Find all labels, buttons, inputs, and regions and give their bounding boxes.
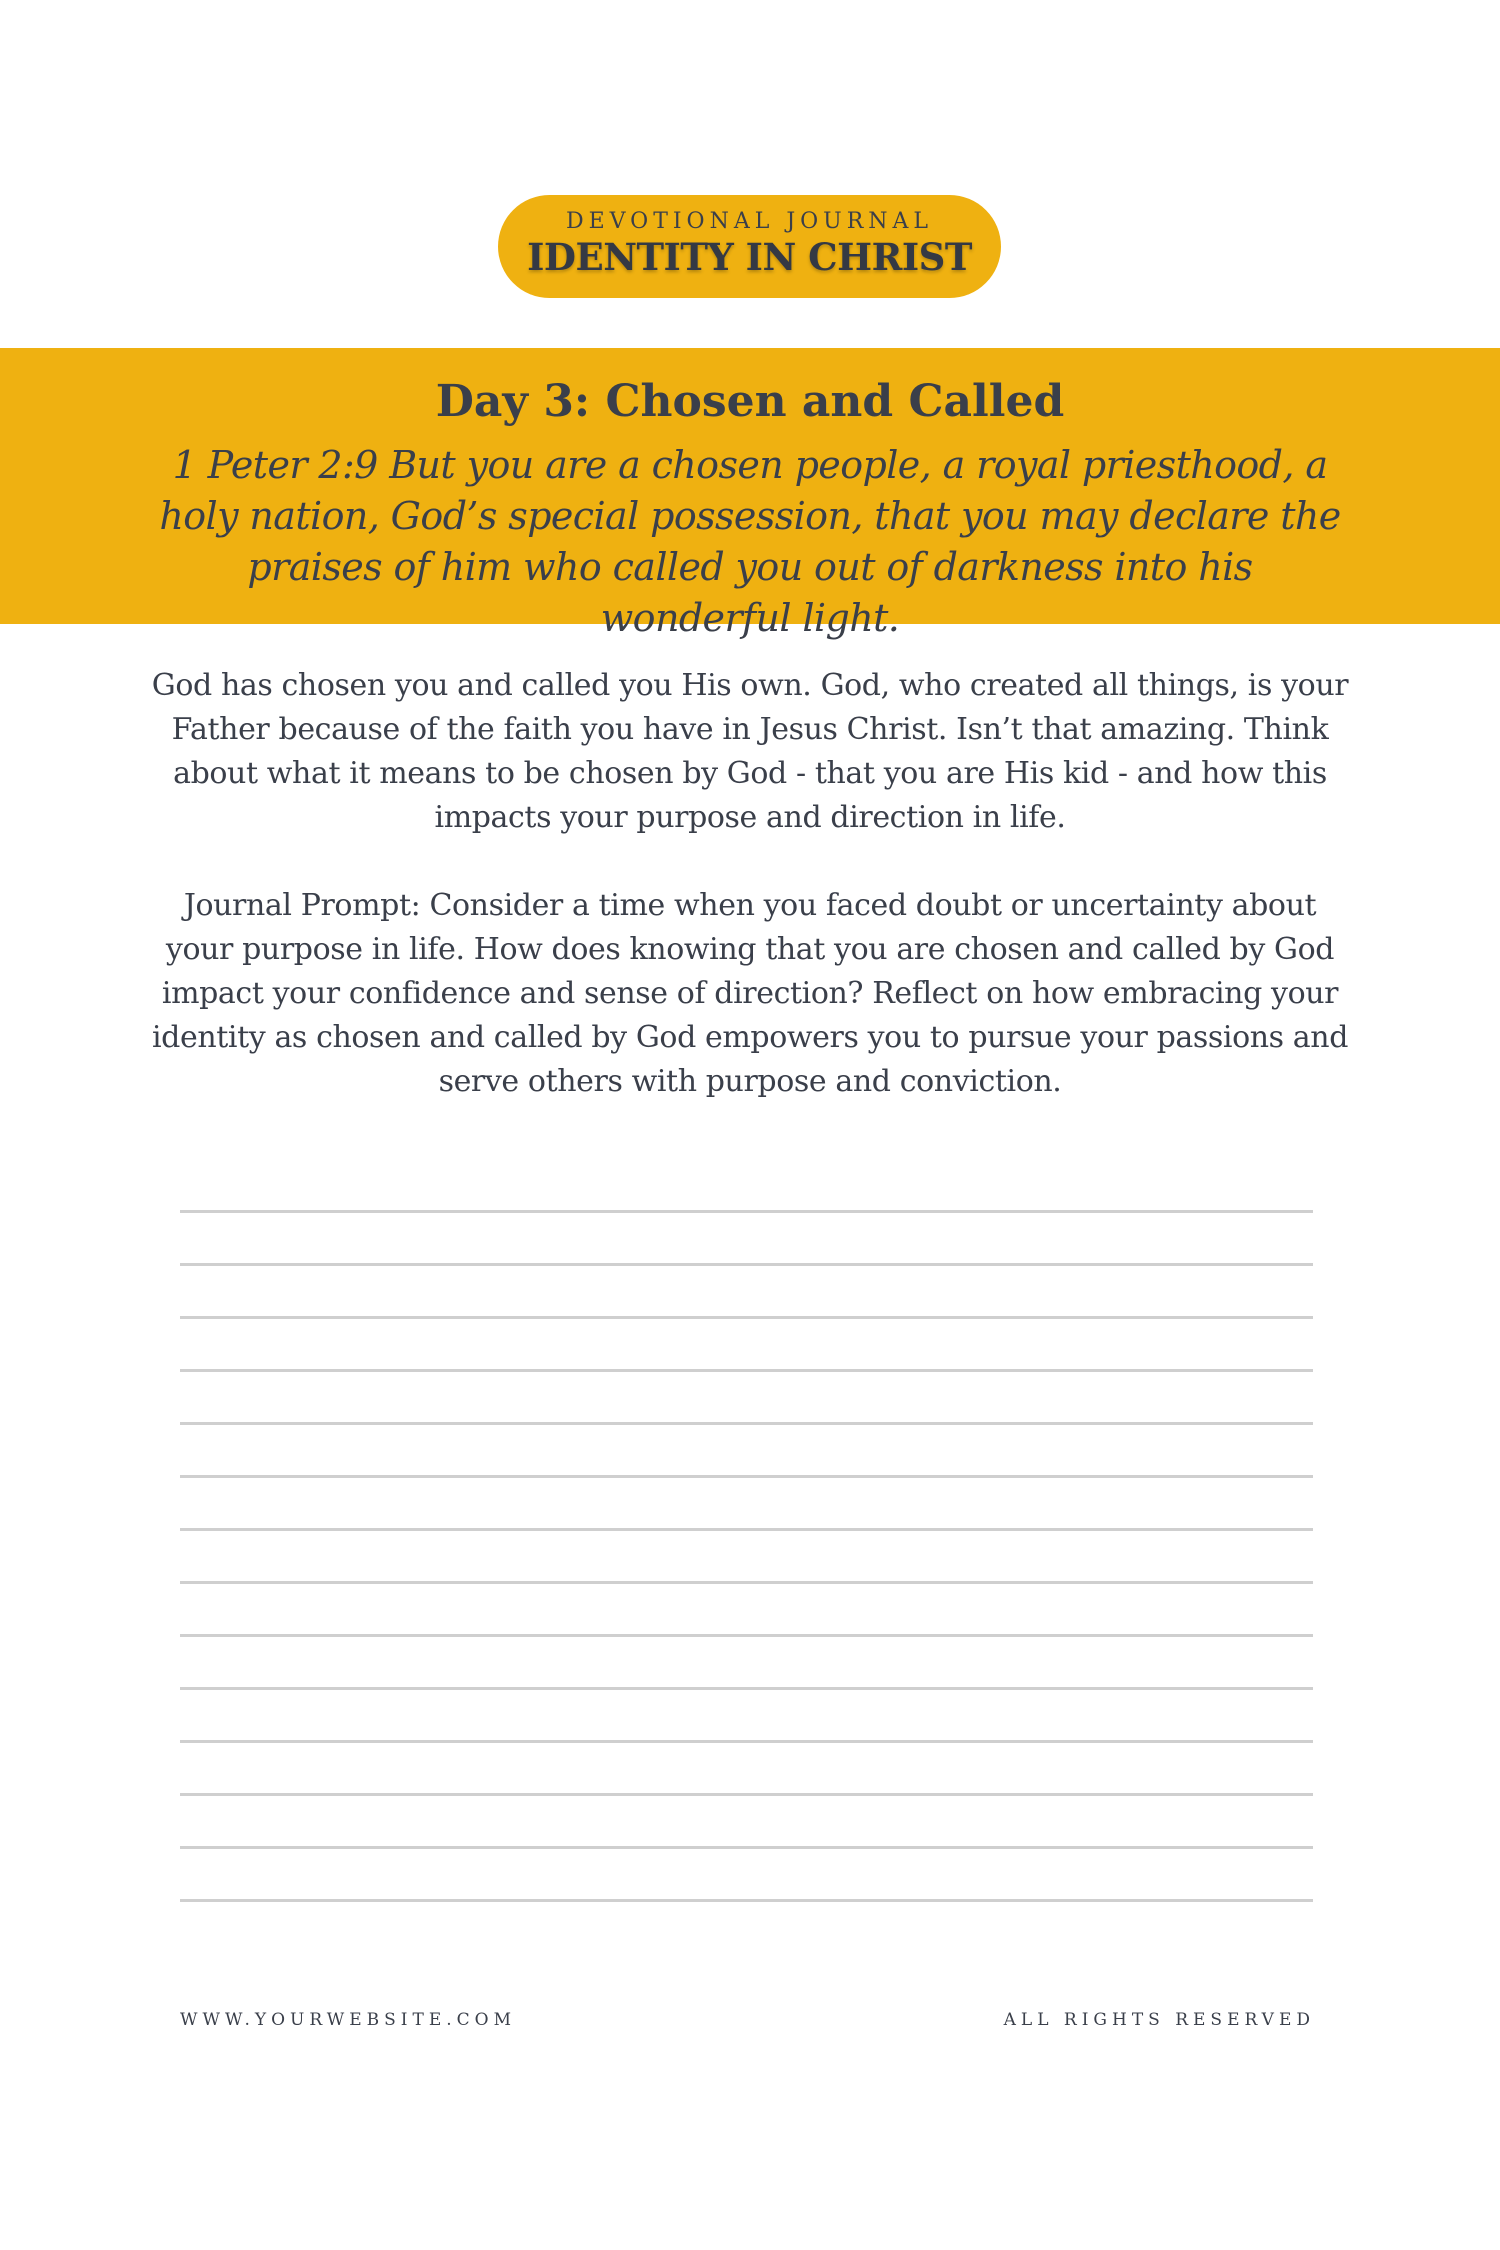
writing-line[interactable] <box>180 1528 1313 1531</box>
writing-line[interactable] <box>180 1263 1313 1266</box>
journal-prompt: Journal Prompt: Consider a time when you faced doubt or uncertainty about your purpose in life. How does knowing that you are chosen and called by God impact your confidence and sense of direction? Reflect on how embracing your identity as chosen and called by God empowers you to pursue your passions and serve others with purpose and conviction. <box>151 888 1349 1099</box>
journal-title-badge <box>498 195 1001 298</box>
footer-website: WWW.YOURWEBSITE.COM <box>180 2010 517 2030</box>
writing-line[interactable] <box>180 1316 1313 1319</box>
writing-line[interactable] <box>180 1899 1313 1902</box>
footer-rights: ALL RIGHTS RESERVED <box>1003 2010 1315 2030</box>
writing-line[interactable] <box>180 1687 1313 1690</box>
writing-line[interactable] <box>180 1740 1313 1743</box>
devotional-paragraph: God has chosen you and called you His own. God, who created all things, is your Father because of the faith you have in Jesus Christ. Isn’t that amazing. Think about what it means to be chosen by God - that you are His kid - and how this impacts your purpose and direction in life. <box>151 668 1349 835</box>
writing-line[interactable] <box>180 1475 1313 1478</box>
journal-title: IDENTITY IN CHRIST <box>527 235 972 279</box>
journal-subtitle: DEVOTIONAL JOURNAL <box>565 209 934 234</box>
writing-lines[interactable] <box>180 1210 1313 1952</box>
writing-line[interactable] <box>180 1846 1313 1849</box>
day-title: Day 3: Chosen and Called <box>435 376 1065 427</box>
writing-line[interactable] <box>180 1793 1313 1796</box>
scripture-verse: 1 Peter 2:9 But you are a chosen people, a royal priesthood, a holy nation, God’s special possession, that you may declare the praises of him who called you out of darkness into his wonderful light. <box>159 443 1341 640</box>
writing-line[interactable] <box>180 1210 1313 1213</box>
scripture-banner <box>0 348 1500 640</box>
writing-line[interactable] <box>180 1581 1313 1584</box>
writing-line[interactable] <box>180 1369 1313 1372</box>
writing-line[interactable] <box>180 1634 1313 1637</box>
writing-line[interactable] <box>180 1422 1313 1425</box>
